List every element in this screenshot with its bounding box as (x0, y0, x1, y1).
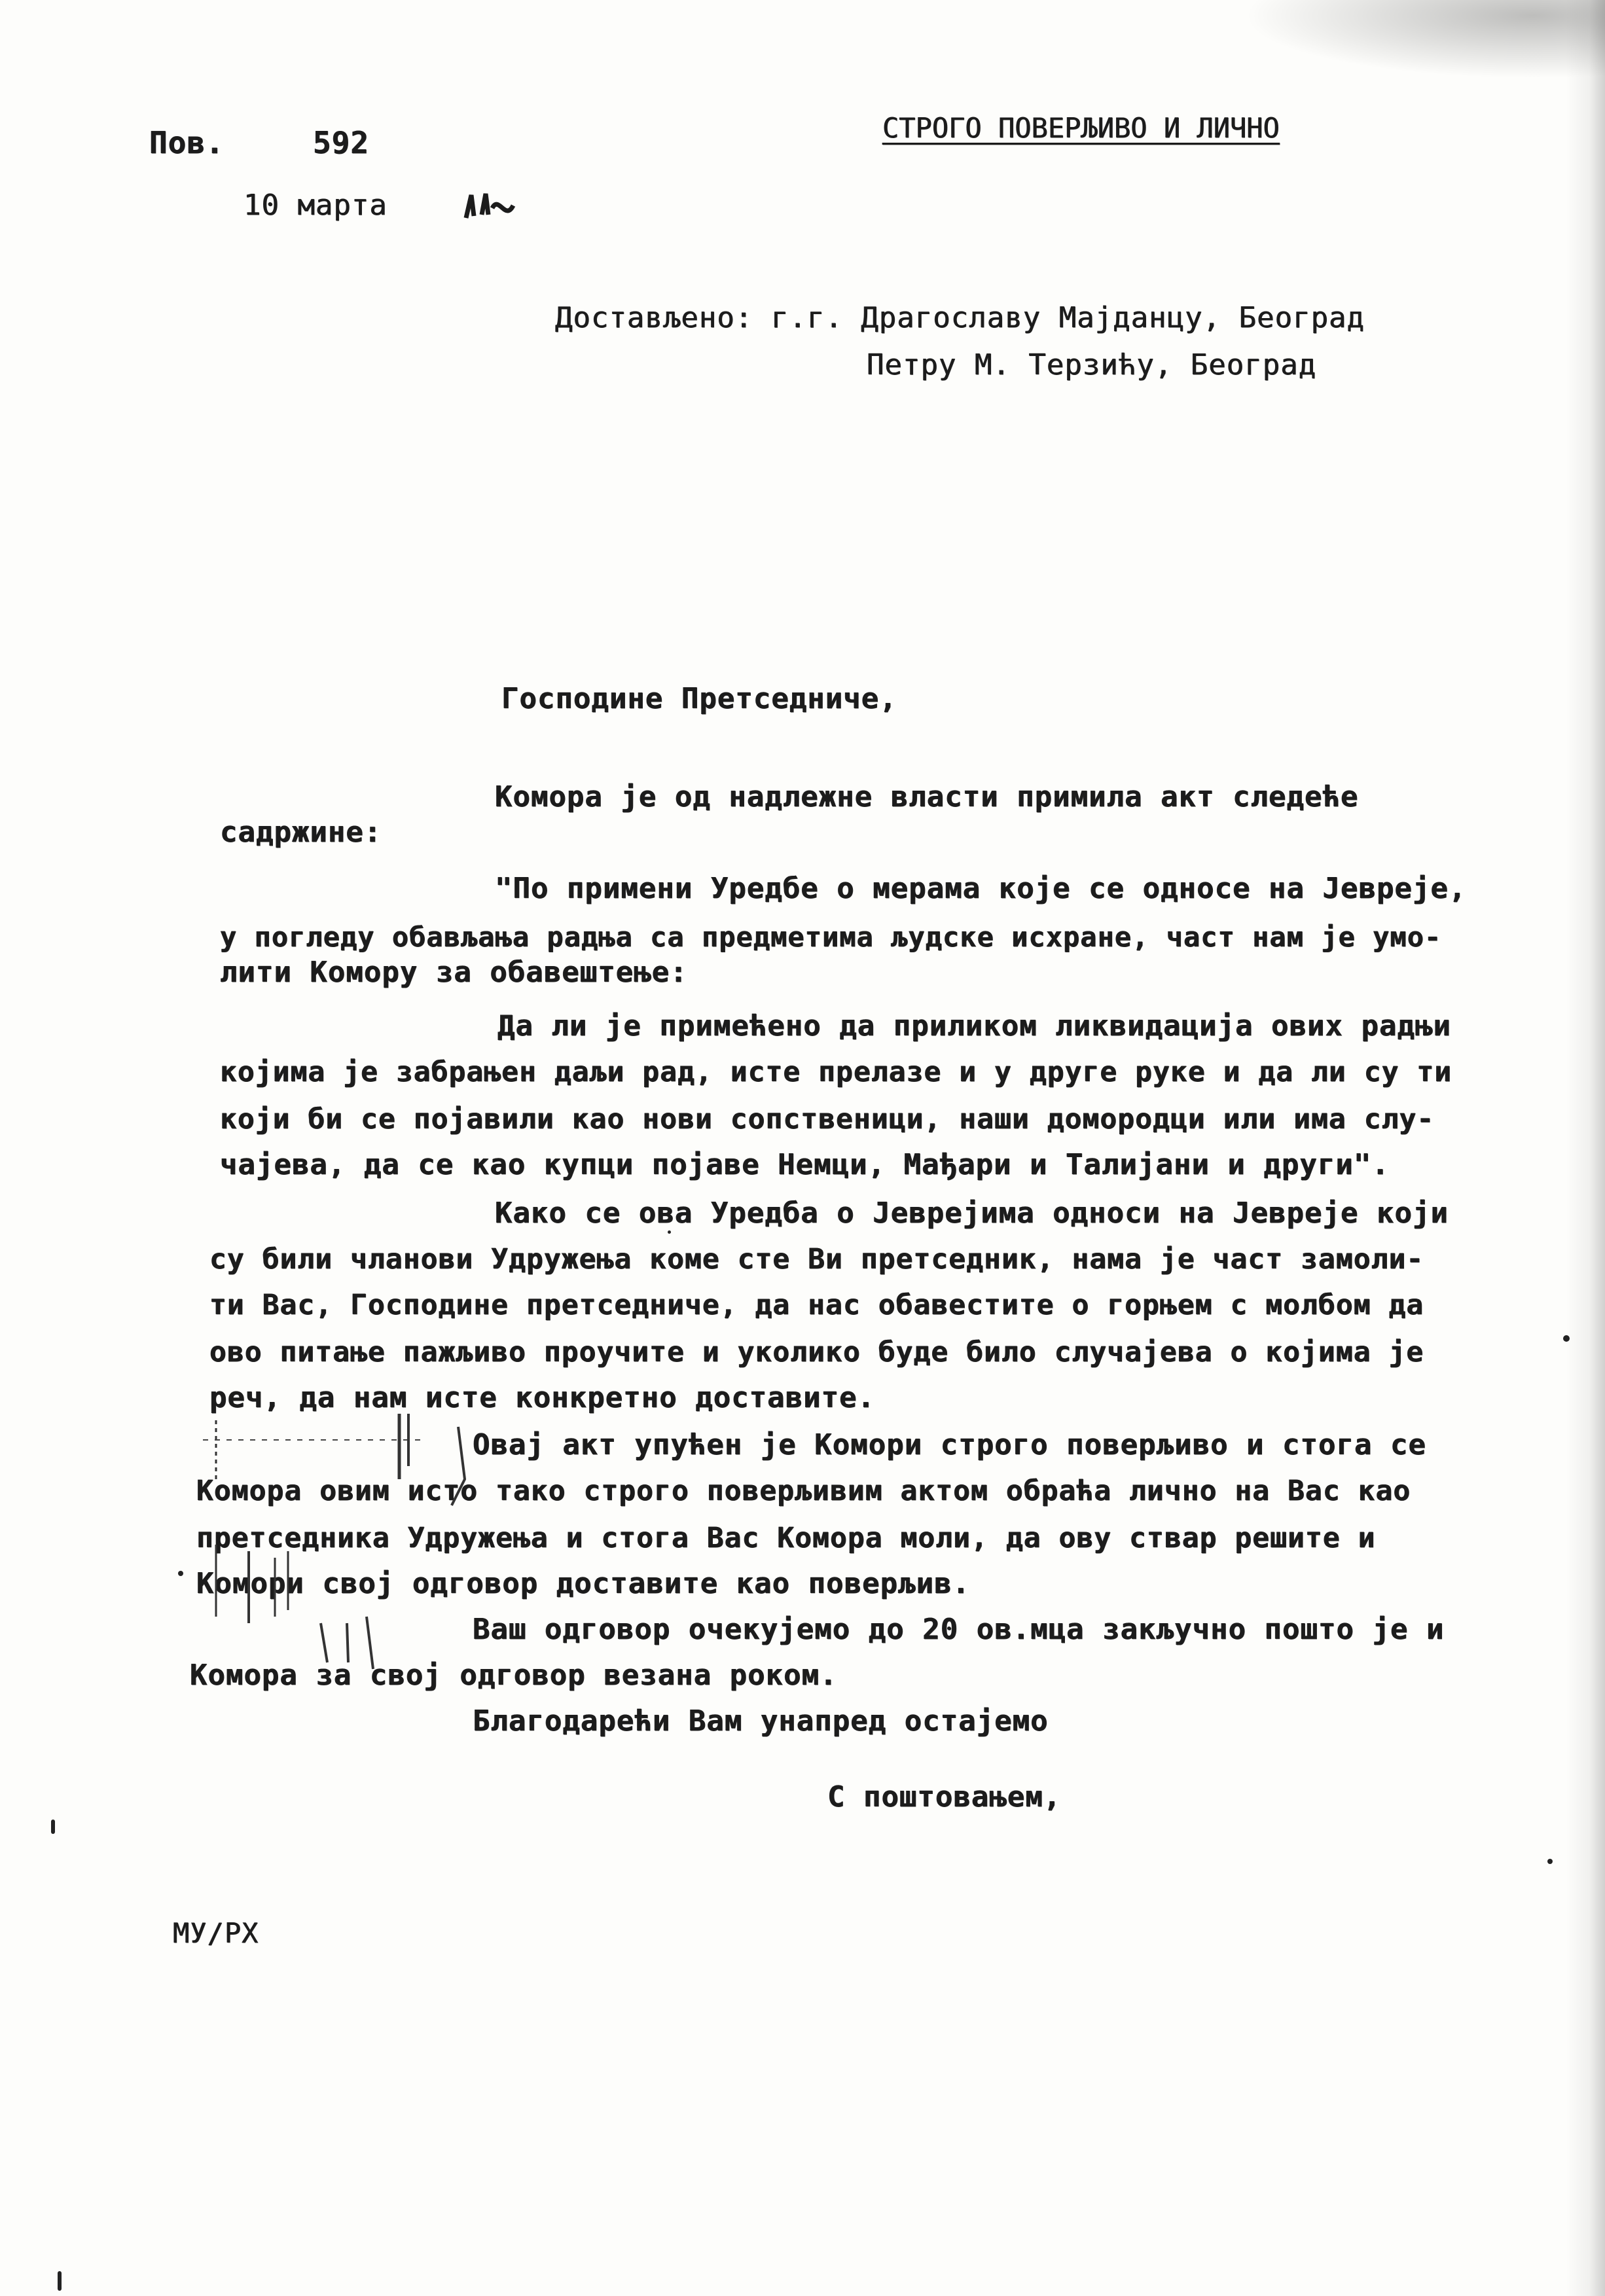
handwritten-mark (460, 182, 518, 228)
reference-number: 592 (313, 125, 370, 160)
classification-stamp: СТРОГО ПОВЕРЉИВО И ЛИЧНО (882, 112, 1280, 144)
body-line: претседника Удружења и стога Вас Комора моли, да ову ствар решите и (196, 1522, 1376, 1554)
typist-initials: МУ/РХ (173, 1917, 259, 1949)
closing: С поштовањем, (827, 1780, 1062, 1814)
body-line: Благодарећи Вам унапред остајемо (473, 1704, 1049, 1738)
body-line: ти Вас, Господине претседниче, да нас обавестите о горњем с молбом да (209, 1289, 1424, 1321)
scan-speck (1547, 1859, 1553, 1864)
body-line: Да ли је примећено да приликом ликвидација ових радњи (497, 1009, 1451, 1043)
body-line: у погледу обављања радња са предметима људске исхране, част нам је умо- (220, 921, 1442, 953)
body-line: Комора овим исто тако строго поверљивим актом обраћа лично на Вас као (196, 1475, 1411, 1507)
recipients-line-2: Петру М. Терзићу, Београд (867, 348, 1317, 382)
scan-speck (668, 1230, 671, 1234)
scan-noise (1244, 0, 1605, 79)
body-line: реч, да нам исте конкретно доставите. (209, 1381, 876, 1414)
scan-speck (51, 1820, 55, 1834)
salutation: Господине Претседниче, (501, 682, 897, 715)
document-date: 10 марта (243, 188, 388, 222)
body-line: Како се ова Уредба о Јеврејима односи на Јевреје који (495, 1196, 1449, 1230)
body-line: Ваш одговор очекујемо до 20 ов.мца закључно пошто је и (473, 1613, 1445, 1646)
body-line: су били чланови Удружења коме сте Ви претседник, нама је част замоли- (209, 1243, 1424, 1276)
recipients-line-1: Достављено: г.г. Драгославу Мајданцу, Београд (555, 301, 1365, 334)
body-line: који би се појавили као нови сопственици, наши домородци или има слу- (220, 1103, 1435, 1136)
body-line: Овај акт упућен је Комори строго поверљиво и стога се (473, 1428, 1426, 1462)
scan-speck (58, 2271, 62, 2291)
body-line: ово питање пажљиво проучите и уколико буде било случајева о којима је (209, 1336, 1424, 1369)
reference-label: Пов. (149, 125, 225, 160)
scan-edge-shadow (1566, 0, 1605, 2296)
stamp-bleed-mark (177, 1401, 478, 1702)
body-line: "По примени Уредбе о мерама које се односе на Јевреје, (495, 872, 1467, 905)
body-line: Комори свој одговор доставите као поверљив. (196, 1567, 971, 1600)
body-line: чајева, да се као купци појаве Немци, Мађари и Талијани и други". (220, 1148, 1390, 1181)
body-line: којима је забрањен даљи рад, исте прелазе и у друге руке и да ли су ти (220, 1056, 1452, 1088)
body-line: Комора је од надлежне власти примила акт следеће (495, 780, 1359, 814)
body-line: лити Комору за обавештење: (220, 956, 688, 989)
body-line: садржине: (220, 816, 382, 849)
scan-speck (1563, 1335, 1570, 1342)
body-line: Комора за свој одговор везана роком. (190, 1659, 838, 1692)
scan-speck (178, 1571, 183, 1576)
